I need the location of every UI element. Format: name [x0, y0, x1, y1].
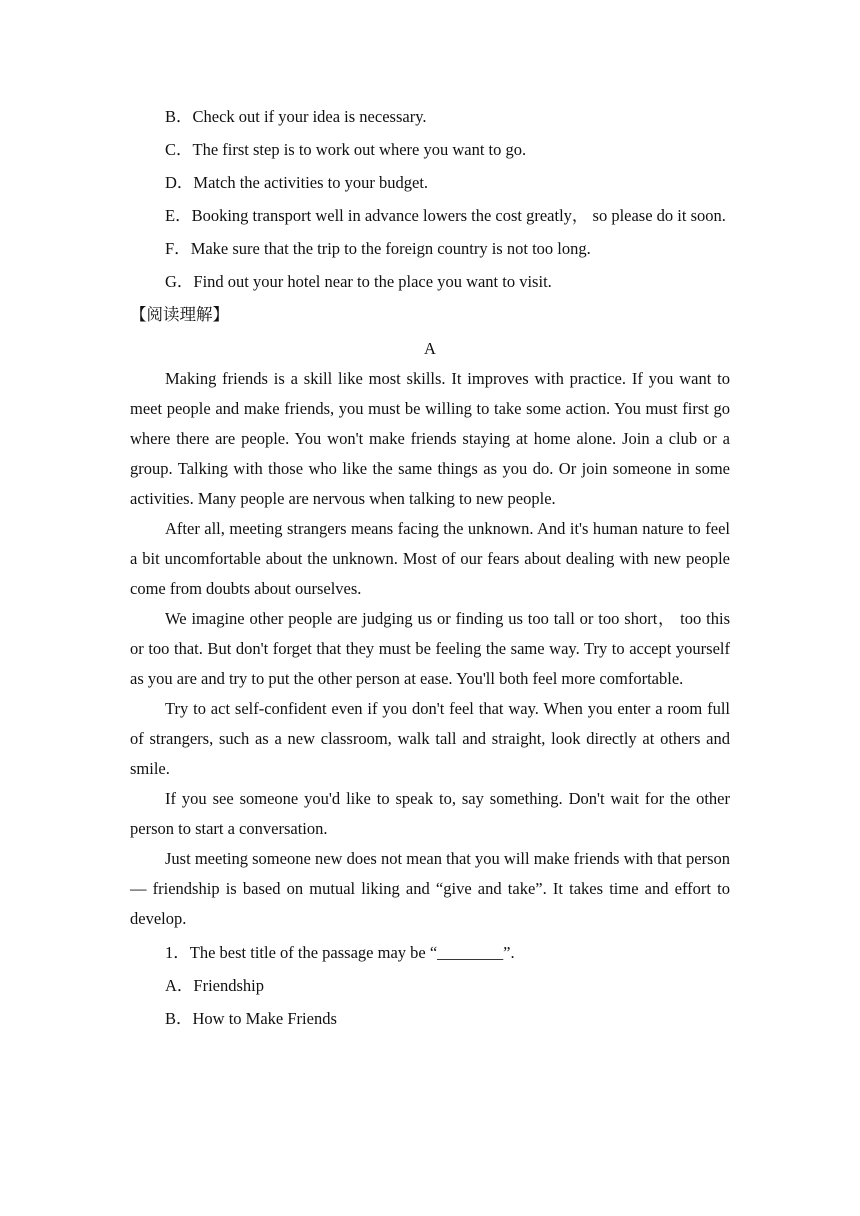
option-text: Check out if your idea is necessary.	[192, 107, 427, 126]
option-text: Match the activities to your budget.	[193, 173, 429, 192]
question-1	[130, 936, 730, 969]
question-text: The best title of the passage may be “________”.	[189, 943, 515, 962]
paragraph-1: Making friends is a skill like most skills. It improves with practice. If you want to meet people and make friends, you must be willing to take some action. You must first go where there are people. You won't make friends staying at home alone. Join a club or a group. Talking with those who like the same things as you do. Or join someone in some activities. Many people are nervous when talking to new people.	[130, 369, 730, 508]
option-letter: C．	[165, 140, 193, 159]
paragraph-6: Just meeting someone new does not mean that you will make friends with that person — friendship is based on mutual liking and “give and take”. It takes time and effort to develop.	[130, 849, 730, 928]
option-letter: F．	[165, 239, 191, 258]
answer-b	[130, 1002, 730, 1035]
option-letter: G．	[165, 272, 194, 291]
question-number: 1．	[165, 943, 190, 962]
paragraph-4: Try to act self-confident even if you don't feel that way. When you enter a room full of strangers, such as a new classroom, walk tall and straight, look directly at others and smile.	[130, 699, 730, 778]
option-letter: B．	[165, 107, 193, 126]
answer-text: Friendship	[193, 976, 265, 995]
option-e	[130, 199, 730, 232]
option-text: Booking transport well in advance lowers the cost greatly， so please do it soon.	[191, 206, 726, 225]
passage-letter: A	[424, 339, 436, 358]
option-g	[130, 265, 730, 298]
section-heading: 【阅读理解】	[130, 305, 229, 324]
option-text: Make sure that the trip to the foreign country is not too long.	[190, 239, 591, 258]
answer-letter: A．	[165, 976, 194, 995]
option-text: The first step is to work out where you want to go.	[192, 140, 527, 159]
answer-a	[130, 969, 730, 1002]
option-b	[130, 100, 730, 133]
option-letter: D．	[165, 173, 194, 192]
answer-text: How to Make Friends	[192, 1009, 337, 1028]
paragraph-3: We imagine other people are judging us or finding us too tall or too short， too this or too that. But don't forget that they must be feeling the same way. Try to accept yourself as you are and try to put the other person at ease. You'll both feel more comfortable.	[130, 609, 730, 688]
paragraph-2: After all, meeting strangers means facing the unknown. And it's human nature to feel a bit uncomfortable about the unknown. Most of our fears about dealing with new people come from doubts about ourselves.	[130, 519, 730, 598]
option-letter: E．	[165, 206, 192, 225]
option-c	[130, 133, 730, 166]
option-d	[130, 166, 730, 199]
document-page	[130, 100, 730, 1035]
answer-letter: B．	[165, 1009, 193, 1028]
option-f	[130, 232, 730, 265]
option-text: Find out your hotel near to the place you want to visit.	[193, 272, 552, 291]
paragraph-5: If you see someone you'd like to speak to, say something. Don't wait for the other person to start a conversation.	[130, 789, 730, 838]
